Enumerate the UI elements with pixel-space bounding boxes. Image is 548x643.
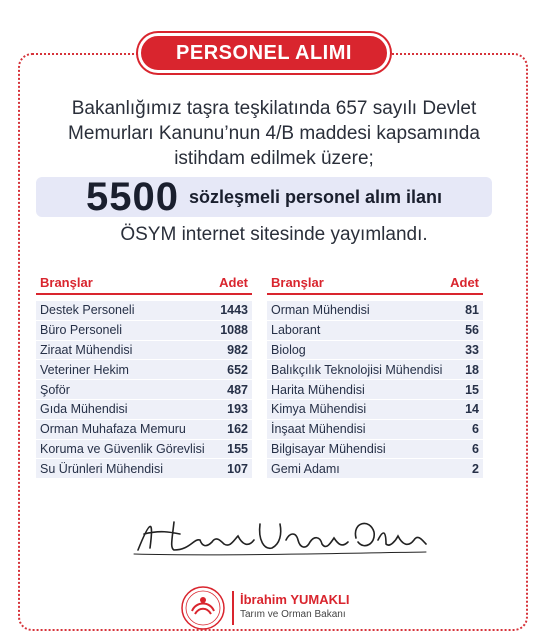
intro-text xyxy=(40,96,508,171)
table-header xyxy=(36,271,252,295)
branch-count: 982 xyxy=(227,342,248,357)
branch-count: 56 xyxy=(465,323,479,338)
branch-count: 14 xyxy=(465,402,479,417)
table-row xyxy=(36,459,252,478)
branch-name: Destek Personeli xyxy=(40,303,135,318)
signature xyxy=(130,510,430,560)
branch-name: Orman Mühendisi xyxy=(271,303,370,318)
intro-line-3: istihdam edilmek üzere; xyxy=(174,148,374,169)
table-row xyxy=(36,341,252,360)
table-row xyxy=(267,420,483,439)
intro-line-2: Memurları Kanunu’nun 4/B maddesi kapsamında xyxy=(68,123,480,144)
table-row xyxy=(267,360,483,379)
intro-line-1: Bakanlığımız taşra teşkilatında 657 sayılı Devlet xyxy=(71,98,477,119)
header-count: Adet xyxy=(450,274,479,290)
branch-name: Büro Personeli xyxy=(40,323,122,338)
branch-count: 15 xyxy=(465,382,479,397)
minister-block xyxy=(170,585,370,627)
table-row xyxy=(267,459,483,478)
branch-count: 487 xyxy=(227,382,248,397)
table-row xyxy=(36,400,252,419)
header-branch: Branşlar xyxy=(271,274,324,290)
branch-name: Harita Mühendisi xyxy=(271,382,365,397)
header-branch: Branşlar xyxy=(40,274,93,290)
table-header xyxy=(267,271,483,295)
branch-count: 18 xyxy=(465,362,479,377)
table-row xyxy=(36,321,252,340)
table-row xyxy=(267,321,483,340)
branch-name: Ziraat Mühendisi xyxy=(40,342,133,357)
table-row xyxy=(36,440,252,459)
minister-name: İbrahim YUMAKLI xyxy=(240,592,350,607)
table-row xyxy=(36,380,252,399)
table-row xyxy=(36,420,252,439)
branch-name: Balıkçılık Teknolojisi Mühendisi xyxy=(271,362,443,377)
branch-table-right xyxy=(267,271,483,479)
branch-name: Laborant xyxy=(271,323,321,338)
branch-count: 2 xyxy=(472,461,479,476)
total-count: 5500 xyxy=(85,174,179,219)
branch-name: Veteriner Hekim xyxy=(40,362,129,377)
branch-count: 107 xyxy=(227,461,248,476)
branch-name: İnşaat Mühendisi xyxy=(271,422,366,437)
header-count: Adet xyxy=(219,274,248,290)
table-row xyxy=(36,360,252,379)
table-row xyxy=(267,440,483,459)
highlight-text: sözleşmeli personel alım ilanı xyxy=(188,186,443,207)
signature-text: Hayırlı Uğurlu Olsun xyxy=(280,558,290,559)
branch-name: Şoför xyxy=(40,382,70,397)
branch-count: 1443 xyxy=(220,303,248,318)
branch-name: Kimya Mühendisi xyxy=(271,402,367,417)
branch-count: 652 xyxy=(227,362,248,377)
subtitle: ÖSYM internet sitesinde yayımlandı. xyxy=(120,224,428,245)
branch-count: 81 xyxy=(465,303,479,318)
page-title: PERSONEL ALIMI xyxy=(138,33,390,73)
branch-count: 6 xyxy=(472,441,479,456)
table-row xyxy=(267,301,483,320)
branch-count: 6 xyxy=(472,422,479,437)
branch-table-left xyxy=(36,271,252,479)
branch-name: Su Ürünleri Mühendisi xyxy=(40,461,163,476)
divider xyxy=(232,591,234,625)
branch-count: 155 xyxy=(227,441,248,456)
branch-count: 33 xyxy=(465,342,479,357)
highlight-banner xyxy=(36,174,492,219)
branch-count: 1088 xyxy=(220,323,248,338)
table-row xyxy=(267,400,483,419)
table-row xyxy=(267,341,483,360)
branch-count: 193 xyxy=(227,402,248,417)
table-row xyxy=(36,301,252,320)
branch-name: Gemi Adamı xyxy=(271,461,340,476)
minister-title: Tarım ve Orman Bakanı xyxy=(240,609,346,620)
branch-count: 162 xyxy=(227,422,248,437)
branch-name: Orman Muhafaza Memuru xyxy=(40,422,186,437)
branch-name: Biolog xyxy=(271,342,306,357)
branch-name: Koruma ve Güvenlik Görevlisi xyxy=(40,441,205,456)
ministry-emblem-icon xyxy=(180,585,226,631)
branch-name: Gıda Mühendisi xyxy=(40,402,128,417)
branch-name: Bilgisayar Mühendisi xyxy=(271,441,386,456)
table-row xyxy=(267,380,483,399)
